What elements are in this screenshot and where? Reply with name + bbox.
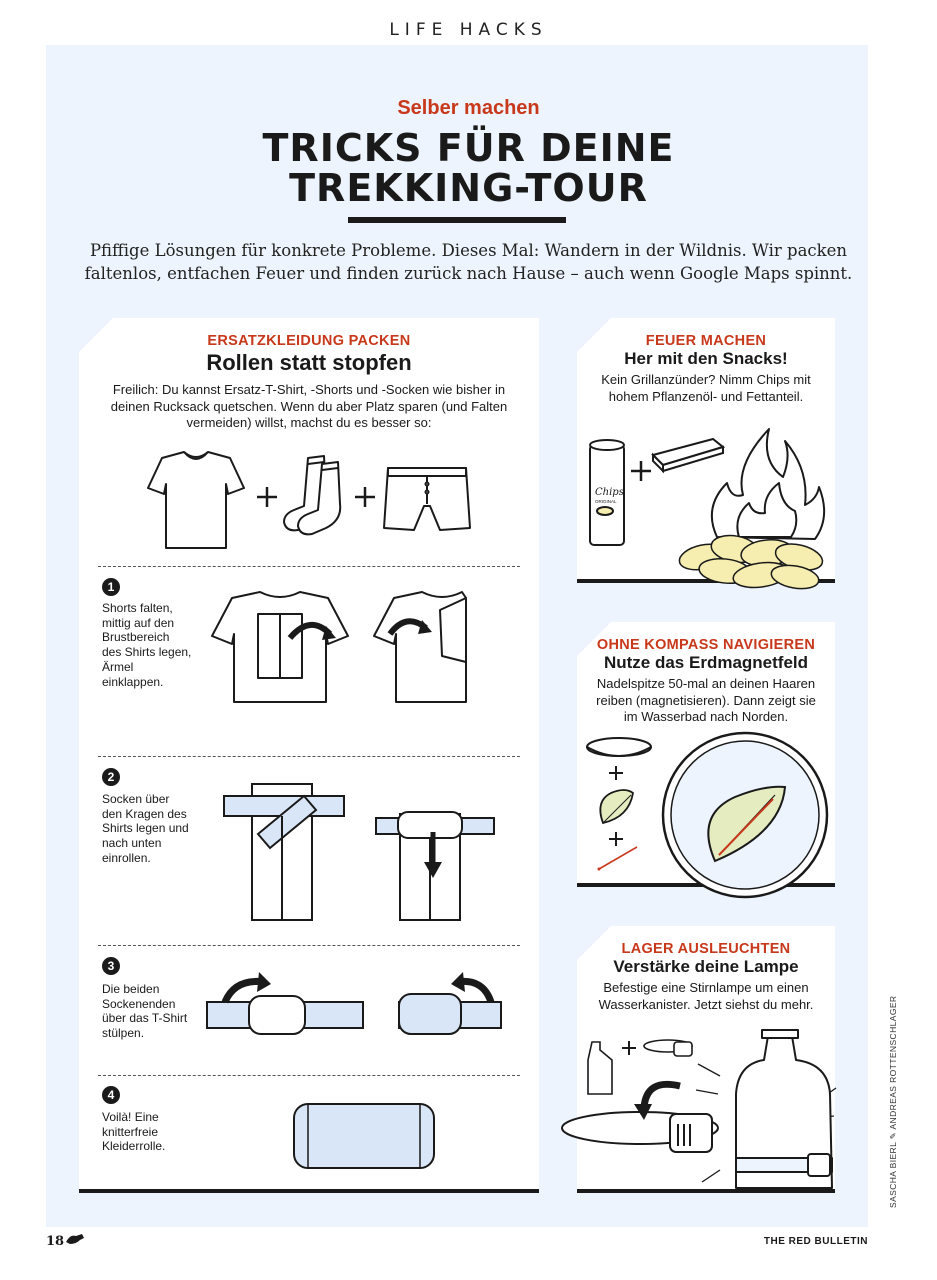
- plus-icon: [355, 487, 375, 507]
- shirt-with-socks-icon: [224, 784, 344, 920]
- shirt-with-shorts-icon: [212, 592, 348, 702]
- fire-title: Her mit den Snacks!: [624, 349, 788, 368]
- compass-header: [590, 637, 822, 726]
- bull-logo-icon: [64, 1232, 86, 1246]
- fire-kicker: FEUER MACHEN: [645, 333, 767, 349]
- step-1-text: Shorts falten, mittig auf den Brustbereich des Shirts legen, Ärmel einklappen.: [102, 601, 192, 689]
- plus-icon: [609, 766, 623, 780]
- tshirt-icon: [148, 452, 244, 548]
- matchbox-icon: [653, 439, 723, 471]
- step-1-number: 1: [102, 578, 120, 596]
- step-divider: [98, 566, 520, 567]
- arrow-head-icon: [451, 972, 465, 992]
- title-line-2: TREKKING-TOUR: [289, 166, 648, 210]
- lamp-kicker: LAGER AUSLEUCHTEN: [621, 941, 791, 957]
- leaf-icon: [600, 790, 633, 823]
- roll-right-icon: [399, 994, 501, 1034]
- title-rule: [348, 217, 566, 223]
- step-3-text: Die beiden Sockenenden über das T-Shirt stülpen.: [102, 982, 188, 1041]
- lamp-illustration: [560, 1020, 840, 1190]
- water-canister-icon: [736, 1030, 832, 1188]
- bowl-icon: [587, 738, 651, 756]
- plus-icon: [257, 487, 277, 507]
- step-divider: [98, 945, 520, 946]
- clothes-text: Freilich: Du kannst Ersatz-T-Shirt, -Shorts und -Socken wie bisher in deinen Rucksack quetschen. Wenn du aber Platz sparen (und Falten vermeiden) willst, machst du es besser so:: [110, 382, 508, 430]
- step-2-text: Socken über den Kragen des Shirts legen und nach unten einrollen.: [102, 792, 189, 865]
- clothes-kicker: ERSATZKLEIDUNG PACKEN: [207, 333, 411, 349]
- chips-pile-icon: [677, 532, 825, 592]
- lamp-header: [590, 941, 822, 1013]
- compass-text: Nadelspitze 50-mal an deinen Haaren reiben (magnetisieren). Dann zeigt sie im Wasserbad nach Norden.: [596, 676, 816, 724]
- small-canister-icon: [588, 1042, 612, 1094]
- shirt-folded-icon: [374, 592, 466, 702]
- clothes-panel-rule: [79, 1189, 539, 1193]
- fire-text: Kein Grillanzünder? Nimm Chips mit hohem Pflanzenöl- und Fettanteil.: [601, 372, 811, 404]
- lamp-text: Befestige eine Stirnlampe um einen Wasserkanister. Jetzt siehst du mehr.: [598, 980, 814, 1012]
- arrow-head-icon: [257, 972, 271, 992]
- clothing-items-illustration: [140, 450, 480, 555]
- needle-tip-icon: [598, 868, 601, 871]
- compass-title: Nutze das Erdmagnetfeld: [603, 653, 809, 672]
- section-label: LIFE HACKS: [389, 20, 548, 40]
- flame-icon: [712, 429, 824, 539]
- title-line-1: TRICKS FÜR DEINE: [262, 126, 675, 170]
- socks-icon: [284, 456, 340, 534]
- plus-icon: [609, 832, 623, 846]
- lamp-title: Verstärke deine Lampe: [613, 957, 799, 976]
- fire-illustration: [585, 425, 835, 597]
- kicker: Selber machen: [397, 97, 540, 119]
- intro-text: Pfiffige Lösungen für konkrete Probleme. Dieses Mal: Wandern in der Wildnis. Wir packen faltenlos, entfachen Feuer und finden zurück nach Hause – auch wenn Google Maps spinnt.: [84, 241, 853, 283]
- small-headlamp-icon: [644, 1040, 692, 1056]
- step-3-illustration: [205, 968, 515, 1040]
- clothes-roll-icon: [290, 1100, 440, 1172]
- compass-kicker: OHNE KOMPASS NAVIGIEREN: [596, 637, 816, 653]
- step-2-number: 2: [102, 768, 120, 786]
- fire-header: [590, 333, 822, 405]
- page-title: [0, 128, 937, 208]
- clothes-header: [100, 333, 518, 432]
- step-3-number: 3: [102, 957, 120, 975]
- headlamp-icon: [562, 1112, 718, 1152]
- needle-icon: [599, 847, 637, 869]
- clothes-title: Rollen statt stopfen: [206, 350, 412, 375]
- step-1-illustration: [210, 590, 475, 708]
- page-number: 18: [46, 1234, 65, 1249]
- boxer-shorts-icon: [384, 468, 470, 530]
- brand-name: THE RED BULLETIN: [763, 1236, 868, 1247]
- plus-icon: [622, 1041, 636, 1055]
- roll-left-icon: [207, 996, 363, 1034]
- chips-can-sublabel: ORIGINAL: [595, 499, 617, 504]
- step-divider: [98, 756, 520, 757]
- compass-illustration: [585, 735, 835, 890]
- clothes-panel: [79, 318, 539, 1190]
- chips-can-label: Chips: [595, 487, 624, 498]
- plus-icon: [631, 461, 651, 481]
- step-4-number: 4: [102, 1086, 120, 1104]
- step-divider: [98, 1075, 520, 1076]
- step-2-illustration: [220, 778, 500, 923]
- step-4-text: Voilà! Eine knitterfreie Kleiderrolle.: [102, 1110, 166, 1154]
- photo-credit: SASCHA BIERL ✎ ANDREAS ROTTENSCHLAGER: [888, 995, 898, 1208]
